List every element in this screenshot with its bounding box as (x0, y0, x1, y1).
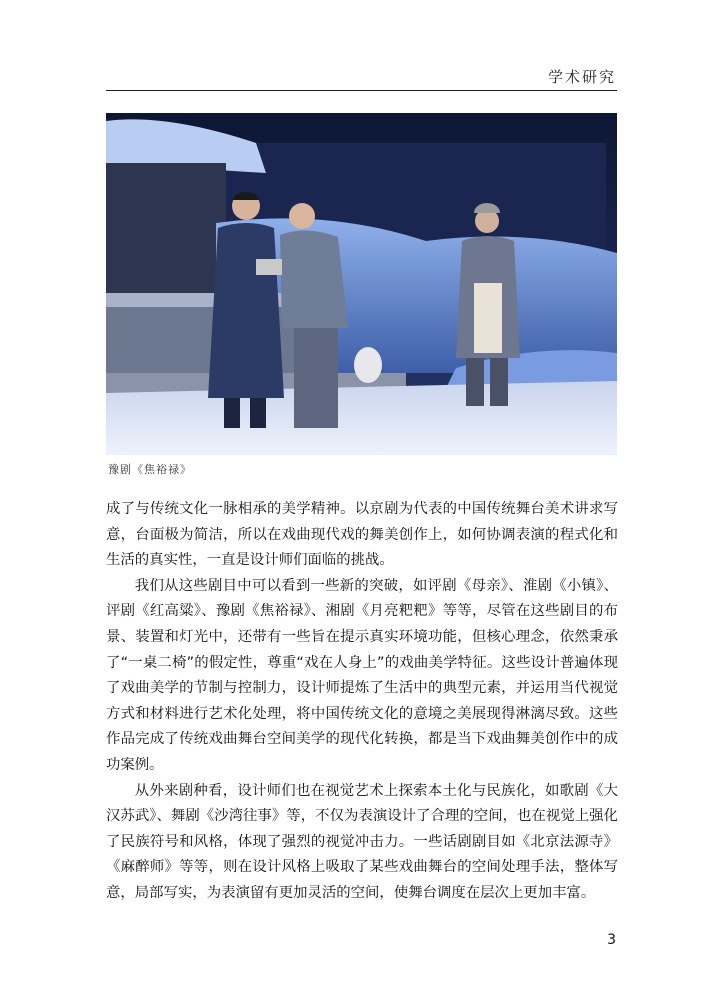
header-divider (106, 90, 617, 91)
paragraph: 从外来剧种看，设计师们也在视觉艺术上探索本土化与民族化，如歌剧《大汉苏武》、舞剧《沙湾往事》等，不仅为表演设计了合理的空间，也在视觉上强化了民族符号和风格，体现了强烈的视觉冲击力。一些话剧剧目如《北京法源寺》《麻醉师》等等，则在设计风格上吸取了某些戏曲舞台的空间处理手法，整体写意，局部写实，为表演留有更加灵活的空间，使舞台调度在层次上更加丰富。 (106, 782, 618, 901)
paragraph: 我们从这些剧目中可以看到一些新的突破，如评剧《母亲》、淮剧《小镇》、评剧《红高粱》、豫剧《焦裕禄》、湘剧《月亮粑粑》等等，尽管在这些剧目的布景、装置和灯光中，还带有一些旨在提示真实环境功能，但核心理念，依然秉承了“一桌二椅”的假定性，尊重“戏在人身上”的戏曲美学特征。这些设计普遍体现了戏曲美学的节制与控制力，设计师提炼了生活中的典型元素，并运用当代视觉方式和材料进行艺术化处理，将中国传统文化的意境之美展现得淋漓尽致。这些作品完成了传统戏曲舞台空间美学的现代化转换，都是当下戏曲舞美创作中的成功案例。 (106, 577, 618, 773)
section-title: 学术研究 (547, 68, 616, 86)
figure-caption: 豫剧《焦裕禄》 (108, 463, 192, 476)
article-body (106, 497, 618, 907)
paragraph: 成了与传统文化一脉相承的美学精神。以京剧为代表的中国传统舞台美术讲求写意，台面极为简洁，所以在戏曲现代戏的舞美创作上，如何协调表演的程式化和生活的真实性，一直是设计师们面临的挑战。 (106, 501, 618, 569)
stage-photo (106, 113, 617, 455)
page-number: 3 (607, 932, 616, 948)
